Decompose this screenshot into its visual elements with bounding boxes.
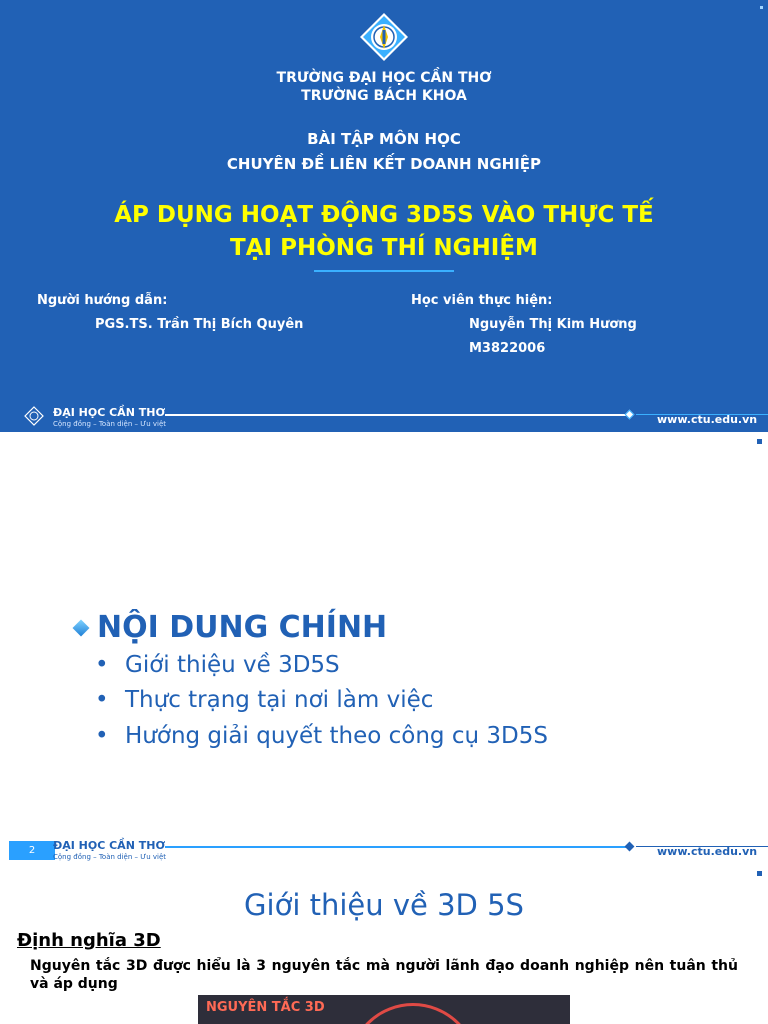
- title-slide: [0, 0, 768, 432]
- presentation-title-line-1: ÁP DỤNG HOẠT ĐỘNG 3D5S VÀO THỰC TẾ: [114, 202, 654, 228]
- footer-university-name: ĐẠI HỌC CẦN THƠ: [53, 839, 166, 852]
- course-line-1: BÀI TẬP MÔN HỌC: [307, 130, 461, 148]
- school-name: TRƯỜNG BÁCH KHOA: [301, 88, 467, 104]
- corner-mark: [757, 871, 762, 876]
- footer-divider: [165, 846, 627, 848]
- advisor-name: PGS.TS. Trần Thị Bích Quyên: [95, 317, 304, 332]
- corner-mark: [757, 439, 762, 444]
- footer-url: www.ctu.edu.vn: [657, 413, 758, 426]
- page-number: 2: [9, 841, 55, 860]
- diamond-bullet-icon: [73, 620, 90, 637]
- ctu-small-logo-icon: [24, 406, 44, 426]
- bullet-icon: •: [95, 723, 109, 749]
- footer-diamond-icon: [625, 410, 635, 420]
- course-line-2: CHUYÊN ĐỀ LIÊN KẾT DOANH NGHIỆP: [226, 155, 542, 173]
- section-subheading: Định nghĩa 3D: [17, 930, 161, 951]
- definition-paragraph: Nguyên tắc 3D được hiểu là 3 nguyên tắc mà người lãnh đạo doanh nghiệp nên tuân thủ và áp dụng: [30, 958, 738, 992]
- bullet-icon: •: [95, 687, 109, 713]
- student-name: Nguyễn Thị Kim Hương: [469, 317, 637, 332]
- list-item-text: Hướng giải quyết theo công cụ 3D5S: [125, 723, 548, 749]
- footer-university-name: ĐẠI HỌC CẦN THƠ: [53, 406, 166, 419]
- presentation-title-line-2: TẠI PHÒNG THÍ NGHIỆM: [230, 235, 538, 261]
- student-label: Học viên thực hiện:: [411, 293, 553, 308]
- university-name: TRƯỜNG ĐẠI HỌC CẦN THƠ: [276, 70, 492, 86]
- list-item-text: Giới thiệu về 3D5S: [125, 652, 340, 678]
- list-item-text: Thực trạng tại nơi làm việc: [125, 687, 434, 713]
- principles-image: [198, 995, 570, 1024]
- list-item: [95, 687, 433, 713]
- circle-graphic: [348, 1003, 478, 1024]
- advisor-label: Người hướng dẫn:: [37, 293, 168, 308]
- footer-url: www.ctu.edu.vn: [657, 845, 758, 858]
- image-label: NGUYÊN TẮC 3D: [206, 1000, 325, 1015]
- slide-footer: [0, 812, 768, 861]
- footer-slogan: Cộng đồng – Toàn diện – Ưu việt: [53, 853, 167, 861]
- footer-divider: [165, 414, 627, 416]
- contents-heading: NỘI DUNG CHÍNH: [97, 610, 388, 645]
- student-id: M3822006: [469, 341, 546, 356]
- list-item: [95, 652, 340, 678]
- title-underline: [314, 270, 454, 272]
- intro-slide: [0, 864, 768, 1024]
- contents-slide: [0, 432, 768, 864]
- footer-slogan: Cộng đồng – Toàn diện – Ưu việt: [53, 420, 167, 428]
- list-item: [95, 723, 548, 749]
- bullet-icon: •: [95, 652, 109, 678]
- ctu-logo-icon: [359, 12, 409, 62]
- corner-mark: [760, 6, 763, 9]
- slide-title: Giới thiệu về 3D 5S: [244, 888, 524, 922]
